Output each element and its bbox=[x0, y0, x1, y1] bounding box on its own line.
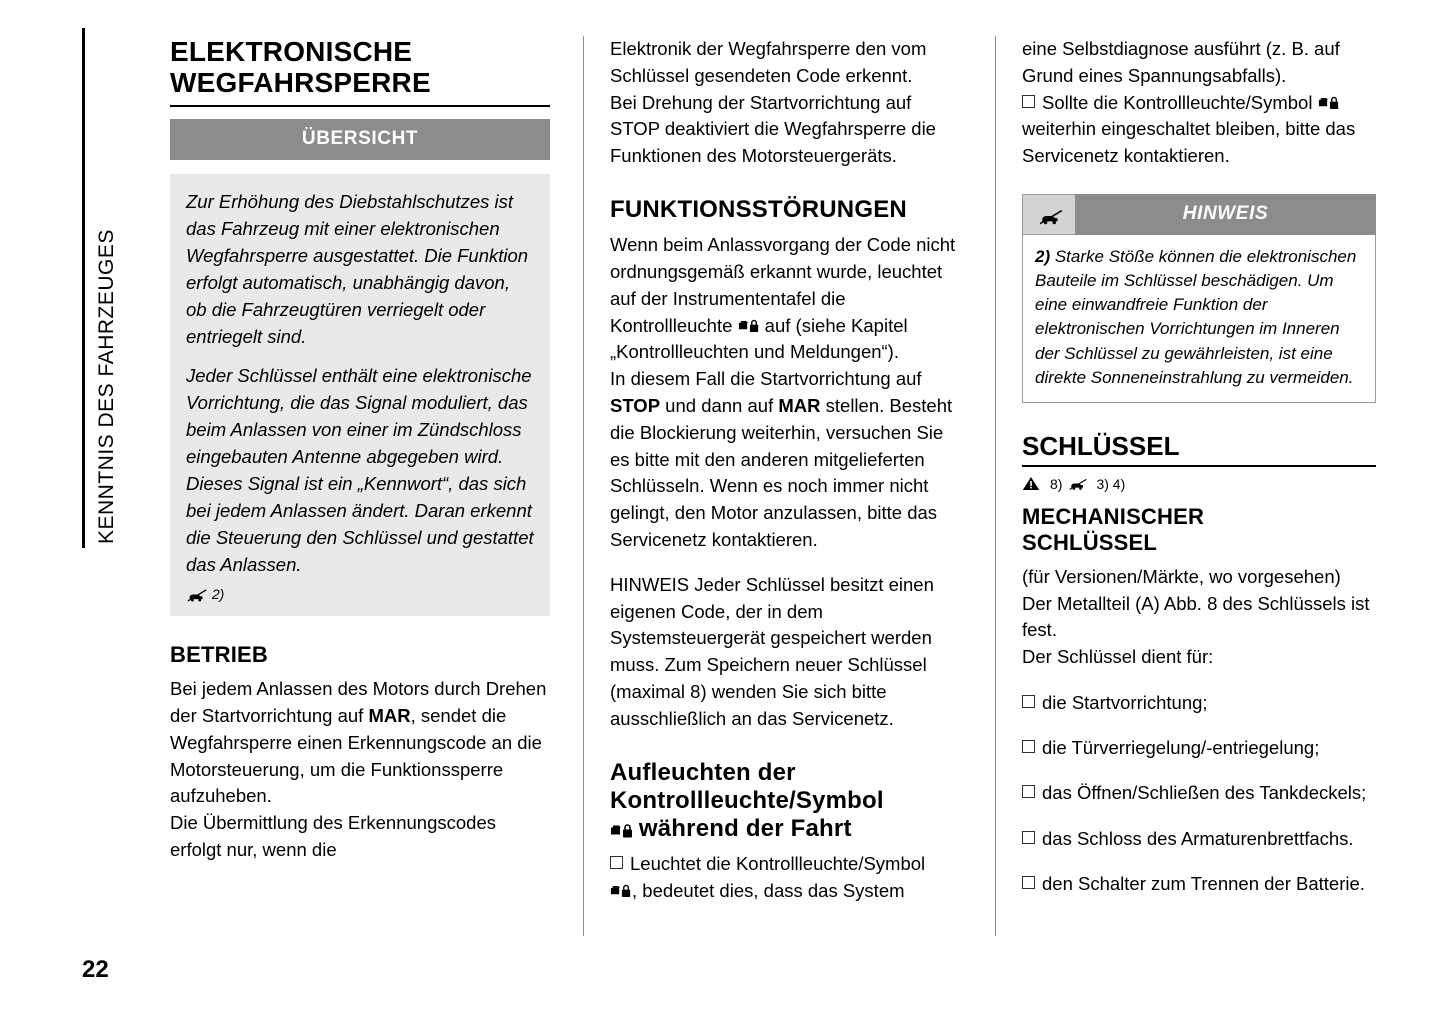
page-title: ELEKTRONISCHE WEGFAHRSPERRE bbox=[170, 36, 431, 99]
note-label: HINWEIS bbox=[1075, 194, 1376, 235]
bullet-square-icon bbox=[1022, 876, 1035, 889]
aufleuchten-bullet bbox=[610, 851, 964, 905]
betrieb-p1-part-a: Bei jedem Anlassen des Motors durch Drehen der Startvorrichtung auf bbox=[170, 678, 547, 726]
bullet-square-icon bbox=[610, 856, 623, 869]
col3-bullet-b: weiterhin eingeschaltet bleiben, bitte das Servicenetz kontaktieren. bbox=[1022, 118, 1356, 167]
mech-heading-line-2: SCHLÜSSEL bbox=[1022, 529, 1158, 555]
note-header bbox=[1022, 194, 1376, 235]
stoerungen-p2-bold2: MAR bbox=[778, 394, 821, 416]
stoerungen-p2-bold1: STOP bbox=[610, 394, 661, 416]
column-three bbox=[995, 36, 1376, 936]
betrieb-paragraph-2: Die Übermittlung des Erkennungscodes erfolgt nur, wenn die bbox=[170, 812, 496, 861]
schluessel-rule bbox=[1022, 465, 1376, 467]
aufleuchten-bullet-a: Leuchtet die Kontrollleuchte/Symbol bbox=[630, 852, 926, 874]
page-number: 22 bbox=[82, 956, 109, 983]
car-slippery-icon bbox=[186, 585, 208, 604]
intro-box bbox=[170, 174, 550, 616]
list-item bbox=[1022, 735, 1376, 762]
list-item bbox=[1022, 690, 1376, 717]
immobilizer-icon bbox=[610, 821, 632, 840]
intro-footnote-ref: 2) bbox=[211, 585, 225, 602]
stoerungen-p1-b: auf (siehe Kapitel „Kontrollleuchten und Meldungen“). bbox=[610, 314, 908, 363]
list-item bbox=[1022, 826, 1376, 853]
col3-bullet bbox=[1022, 90, 1376, 170]
immobilizer-icon bbox=[610, 882, 632, 901]
column-one bbox=[170, 36, 550, 936]
aufleuchten-line-2: Kontrollleuchte/Symbol bbox=[610, 786, 884, 814]
reference-row bbox=[1022, 475, 1376, 494]
warning-triangle-icon bbox=[1022, 475, 1044, 494]
list-item-label: die Türverriegelung/-entriegelung; bbox=[1042, 736, 1320, 758]
mech-heading-line-1: MECHANISCHER bbox=[1022, 503, 1205, 529]
mech-paragraph-2: Der Metallteil (A) Abb. 8 des Schlüssels ist fest. bbox=[1022, 592, 1370, 641]
section-banner-uebersicht: ÜBERSICHT bbox=[170, 119, 550, 160]
intro-paragraph-2: Jeder Schlüssel enthält eine elektronische Vorrichtung, die das Signal moduliert, das beim Anlassen von einer im Zündschloss eingebauten Antenne abgegeben wird. Dieses Signal ist ein „Kennwort“, das sich bei jedem Anlassen ändert. Daran erkennt die Steuerung den Schlüssel und gestattet das Anlassen. bbox=[186, 364, 534, 575]
col2-continuation-1: Elektronik der Wegfahrsperre den vom Schlüssel gesendeten Code erkennt. bbox=[610, 38, 927, 86]
stoerungen-p2-c: stellen. Besteht die Blockierung weiterhin, versuchen Sie es bitte mit den anderen mitgelieferten Schlüsseln. Wenn es noch immer nicht gelingt, den Motor anzulassen, bitte das Servicenetz kontaktieren. bbox=[610, 394, 953, 550]
heading-schluessel: SCHLÜSSEL bbox=[1022, 430, 1180, 461]
bullet-square-icon bbox=[1022, 695, 1035, 708]
betrieb-p1-part-b: , sendet die Wegfahrsperre einen Erkennungscode an die Motorsteuerung, um die Funktionssperre aufzuheben. bbox=[170, 704, 542, 807]
car-slippery-icon bbox=[1068, 475, 1090, 494]
intro-paragraph-1: Zur Erhöhung des Diebstahlschutzes ist das Fahrzeug mit einer elektronischen Wegfahrsperre ausgestattet. Die Funktion erfolgt automatisch, unabhängig davon, ob die Fahrzeugtüren verriegelt oder entriegelt sind. bbox=[186, 190, 529, 347]
list-item-label: das Öffnen/Schließen des Tankdeckels; bbox=[1042, 782, 1367, 804]
list-item bbox=[1022, 871, 1376, 898]
col3-continuation: eine Selbstdiagnose ausführt (z. B. auf Grund eines Spannungsabfalls). bbox=[1022, 38, 1340, 86]
car-slippery-icon bbox=[1038, 205, 1060, 224]
immobilizer-icon bbox=[1318, 94, 1340, 113]
bullet-square-icon bbox=[1022, 740, 1035, 753]
list-item-label: die Startvorrichtung; bbox=[1042, 691, 1208, 713]
hinweis-paragraph: HINWEIS Jeder Schlüssel besitzt einen eigenen Code, der in dem Systemsteuergerät gespeichert werden muss. Zum Speichern neuer Schlüssel (maximal 8) wenden Sie sich bitte ausschließlich an das Servicenetz. bbox=[610, 573, 934, 729]
stoerungen-p2-b: und dann auf bbox=[660, 394, 779, 416]
betrieb-paragraph-1 bbox=[170, 676, 550, 810]
column-two bbox=[583, 36, 964, 936]
bullet-square-icon bbox=[1022, 95, 1035, 108]
stoerungen-p1-a: Wenn beim Anlassvorgang der Code nicht ordnungsgemäß erkannt wurde, leuchtet auf der Instrumententafel die Kontrollleuchte bbox=[610, 234, 956, 336]
list-item-label: den Schalter zum Trennen der Batterie. bbox=[1042, 872, 1365, 894]
list-item bbox=[1022, 780, 1376, 807]
stoerungen-p2-a: In diesem Fall die Startvorrichtung auf bbox=[610, 368, 922, 390]
title-rule bbox=[170, 105, 550, 107]
chapter-tab bbox=[82, 28, 129, 548]
col3-bullet-a: Sollte die Kontrollleuchte/Symbol bbox=[1042, 91, 1313, 113]
heading-funktionsstoerungen: FUNKTIONSSTÖRUNGEN bbox=[610, 196, 907, 224]
aufleuchten-line-1: Aufleuchten der bbox=[610, 758, 796, 786]
spacer bbox=[610, 554, 964, 572]
list-item-label: das Schloss des Armaturenbrettfachs. bbox=[1042, 827, 1354, 849]
chapter-tab-label: KENNTNIS DES FAHRZEUGES bbox=[95, 229, 118, 544]
bullet-square-icon bbox=[1022, 785, 1035, 798]
intro-footnote bbox=[186, 584, 534, 604]
reference-2: 3) 4) bbox=[1096, 476, 1126, 493]
mech-paragraph-1: (für Versionen/Märkte, wo vorgesehen) bbox=[1022, 565, 1341, 587]
note-text: Starke Stöße können die elektronischen Bauteile im Schlüssel beschädigen. Um eine einwandfreie Funktion der elektronischen Vorrichtungen im Inneren der Schlüssel zu gewährleisten, ist eine direkte Sonneneinstrahlung zu vermeiden. bbox=[1035, 247, 1357, 387]
heading-betrieb: BETRIEB bbox=[170, 642, 268, 668]
heading-aufleuchten bbox=[610, 759, 964, 843]
immobilizer-icon bbox=[738, 317, 760, 336]
bullet-square-icon bbox=[1022, 831, 1035, 844]
reference-1: 8) bbox=[1050, 476, 1063, 493]
col2-continuation-2: Bei Drehung der Startvorrichtung auf STOP deaktiviert die Wegfahrsperre die Funktionen des Motorsteuergeräts. bbox=[610, 91, 936, 167]
aufleuchten-line-3: während der Fahrt bbox=[638, 814, 852, 842]
betrieb-p1-bold: MAR bbox=[368, 704, 411, 726]
heading-mechanischer-schluessel bbox=[1022, 504, 1376, 556]
stoerungen-paragraph-1 bbox=[610, 232, 964, 366]
note-body bbox=[1022, 235, 1376, 403]
note-icon-cell bbox=[1022, 194, 1075, 235]
aufleuchten-bullet-b: , bedeutet dies, dass das System bbox=[632, 879, 905, 901]
stoerungen-paragraph-2 bbox=[610, 366, 964, 554]
mech-paragraph-3: Der Schlüssel dient für: bbox=[1022, 646, 1214, 668]
note-number: 2) bbox=[1035, 247, 1051, 267]
